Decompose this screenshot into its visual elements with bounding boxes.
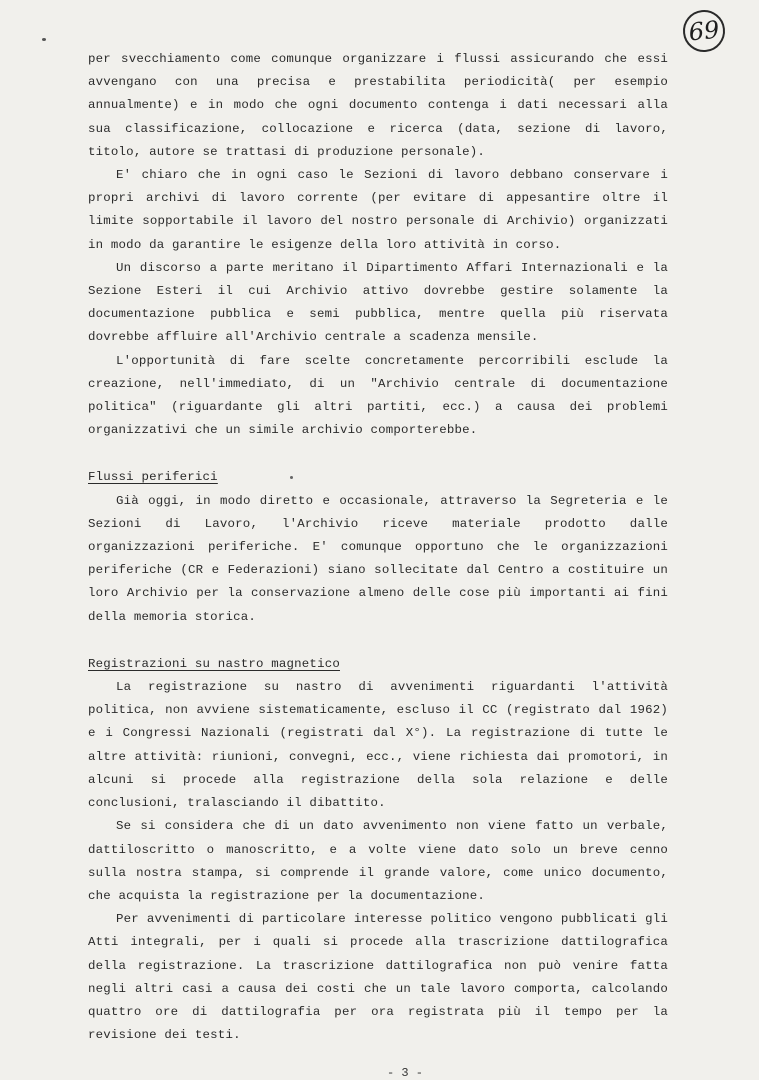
- ink-speck: [42, 38, 46, 41]
- document-body: [88, 48, 668, 1047]
- section-heading-flussi: Flussi periferici: [88, 470, 218, 485]
- paragraph-intro-1: per svecchiamento come comunque organizzare i flussi assicurando che essi avvengano con una precisa e prestabilita periodicità( per esempio annualmente) e in modo che ogni documento contenga i dati necessari alla sua classificazione, collocazione e ricerca (data, sezione di lavoro, titolo, autore se trattasi di produzione personale).: [88, 52, 668, 159]
- paragraph-registrazioni-3: Per avvenimenti di particolare interesse politico vengono pubblicati gli Atti integrali, per i quali si procede alla trascrizione dattilografica della registrazione. La trascrizione dattilografica non può venire fatta negli altri casi a causa dei costi che un tale lavoro comporta, calcolando quattro ore di dattilografia per ora registrata più il tempo per la revisione dei testi.: [88, 912, 668, 1043]
- paragraph-intro-2: E' chiaro che in ogni caso le Sezioni di lavoro debbano conservare i propri archivi di lavoro corrente (per evitare di appesantire oltre il limite sopportabile il lavoro del nostro personale di Archivio) organizzati in modo da garantire le esigenze della loro attività in corso.: [88, 168, 668, 252]
- paragraph-intro-4: L'opportunità di fare scelte concretamente percorribili esclude la creazione, nell'immediato, di un "Archivio centrale di documentazione politica" (riguardante gli altri partiti, ecc.) a causa dei problemi organizzativi che un simile archivio comporterebbe.: [88, 353, 668, 438]
- page-number: - 3 -: [387, 1066, 424, 1080]
- paragraph-registrazioni-2: Se si considera che di un dato avvenimento non viene fatto un verbale, dattiloscritto o manoscritto, e a volte viene dato solo un breve cenno sulla nostra stampa, si comprende il grande valore, come unico documento, che acquista la registrazione per la documentazione.: [88, 819, 668, 903]
- section-spacer: [88, 629, 668, 653]
- paragraph-registrazioni-1: La registrazione su nastro di avvenimenti riguardanti l'attività politica, non avviene sistematicamente, escluso il CC (registrato dal 1962) e i Congressi Nazionali (registrati dal X°). La registrazione di tutte le altre attività: riunioni, convegni, ecc., viene richiesta dai promotori, in alcuni si procede alla registrazione della sola relazione e delle conclusioni, tralasciando il dibattito.: [88, 680, 668, 811]
- section-heading-registrazioni: Registrazioni su nastro magnetico: [88, 656, 340, 671]
- section-spacer: [88, 442, 668, 466]
- paragraph-intro-3: Un discorso a parte meritano il Dipartimento Affari Internazionali e la Sezione Esteri il cui Archivio attivo dovrebbe gestire solamente la documentazione pubblica e semi pubblica, mentre quella più riservata dovrebbe affluire all'Archivio centrale a scadenza mensile.: [88, 260, 668, 345]
- folio-number-stamp: 69: [681, 8, 727, 54]
- paragraph-flussi-1: Già oggi, in modo diretto e occasionale, attraverso la Segreteria e le Sezioni di Lavoro, l'Archivio riceve materiale prodotto dalle organizzazioni periferiche. E' comunque opportuno che le organizzazioni periferiche (CR e Federazioni) siano sollecitate dal Centro a costituire un loro Archivio per la conservazione almeno delle cose più importanti ai fini della memoria storica.: [88, 493, 668, 624]
